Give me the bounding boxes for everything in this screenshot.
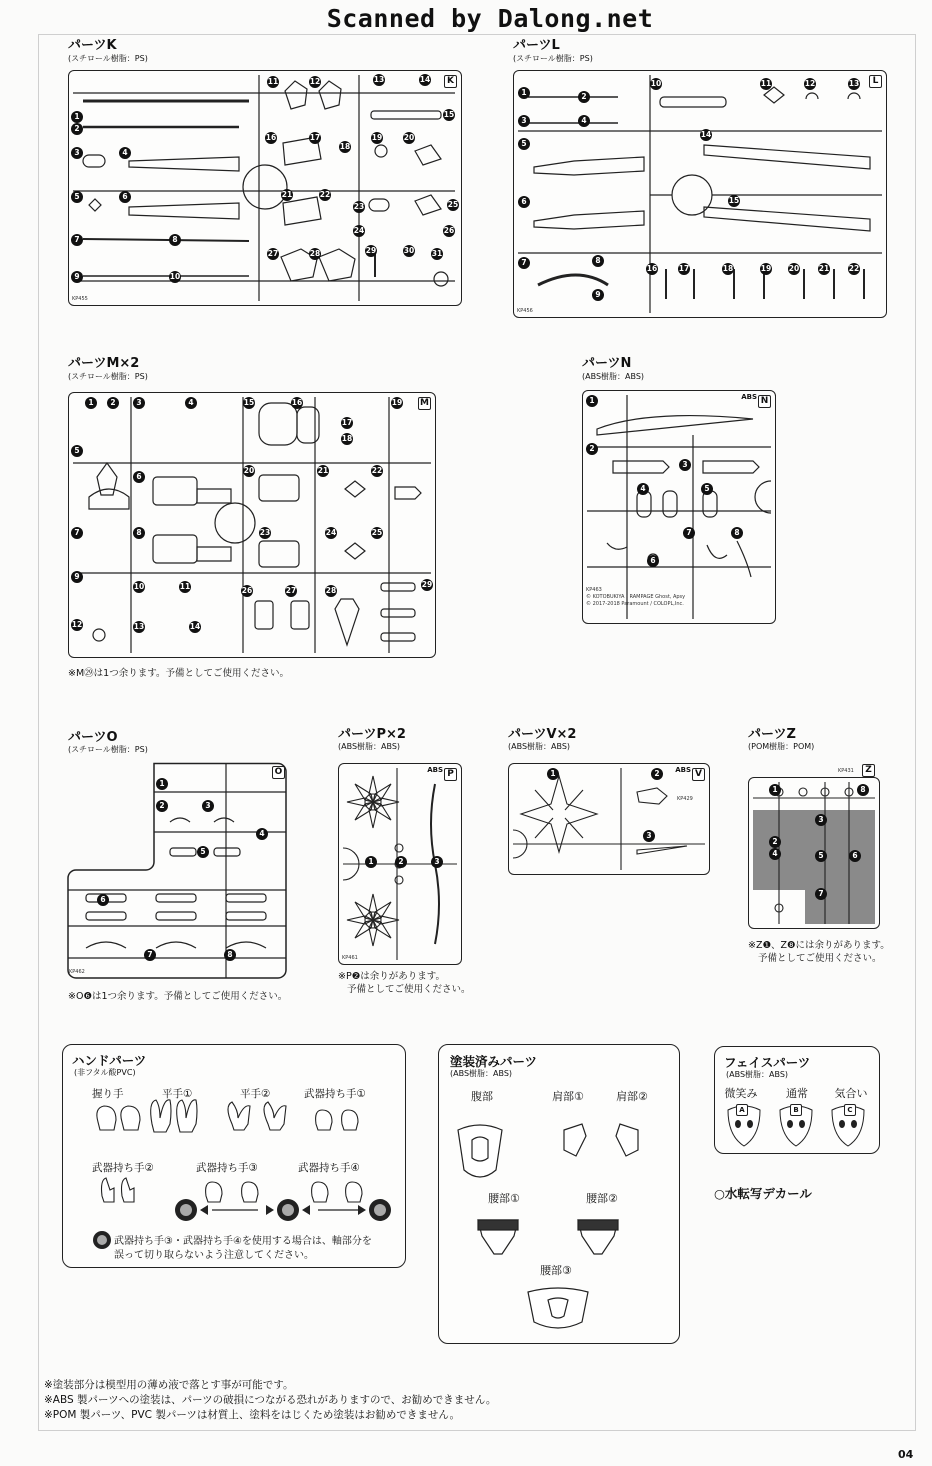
part-number: 1	[71, 111, 83, 123]
part-number: 13	[373, 75, 385, 84]
runner-k	[68, 70, 462, 306]
runner-o-title: パーツO	[68, 730, 118, 745]
part-number: 4	[185, 397, 197, 409]
part-number: 2	[651, 768, 663, 780]
part-number: 17	[678, 264, 690, 273]
part-number: 10	[169, 272, 181, 281]
footnote-3: ※POM 製パーツ、PVC 製パーツは材質上、塗料をはじくため塗装はお勧めできません。	[44, 1409, 461, 1421]
watermark: Scanned by Dalong.net	[326, 4, 654, 33]
hand-label-grip: 握り手	[92, 1088, 124, 1100]
part-number: 2	[586, 443, 598, 455]
part-number: 14	[700, 130, 712, 139]
part-number: 13	[133, 622, 145, 631]
part-number: 1	[85, 397, 97, 409]
part-number: 27	[267, 249, 279, 258]
part-number: 2	[156, 800, 168, 812]
runner-p	[338, 763, 462, 965]
runner-n-material: (ABS樹脂：ABS)	[582, 372, 645, 381]
runner-v-title: パーツV×2	[508, 727, 577, 742]
hand-label-weapon-3: 武器持ち手③	[196, 1162, 258, 1174]
part-number: 6	[518, 196, 530, 208]
runner-m-note: ※M㉙は1つ余ります。予備としてご使用ください。	[68, 668, 289, 679]
part-number: 3	[431, 856, 443, 868]
part-number: 1	[586, 395, 598, 407]
part-number: 18	[341, 434, 353, 443]
part-number: 26	[241, 586, 253, 595]
runner-n	[582, 390, 776, 624]
part-number: 5	[197, 846, 209, 858]
part-number: 22	[371, 466, 383, 475]
runner-l-sprue	[514, 71, 886, 317]
part-number: 17	[341, 418, 353, 427]
runner-m-material: (スチロール樹脂：PS)	[68, 372, 148, 381]
part-number: 11	[760, 79, 772, 88]
runner-v-material: (ABS樹脂：ABS)	[508, 742, 571, 751]
runner-v-code: KP429	[677, 796, 693, 802]
face-parts-title: フェイスパーツ	[724, 1055, 811, 1070]
runner-z-code: KP431	[838, 768, 854, 774]
part-number: 4	[256, 828, 268, 840]
runner-l-title: パーツL	[513, 38, 560, 53]
part-number: 1	[365, 856, 377, 868]
part-number: 3	[71, 147, 83, 159]
part-number: 2	[71, 123, 83, 135]
part-number: 7	[71, 234, 83, 246]
runner-p-resin: ABS	[427, 766, 443, 774]
painted-label-waist-3: 腰部③	[540, 1264, 572, 1277]
part-number: 5	[701, 483, 713, 495]
part-number: 19	[371, 133, 383, 142]
face-tag-b: B	[790, 1104, 802, 1116]
runner-n-code: KP463	[586, 587, 602, 593]
face-label-normal: 通常	[786, 1087, 808, 1100]
footnote-2: ※ABS 製パーツへの塗装は、パーツの破損につながる恐れがありますので、お勧めできません。	[44, 1394, 497, 1406]
part-number: 30	[403, 246, 415, 255]
part-number: 16	[291, 398, 303, 407]
part-number: 8	[857, 784, 869, 796]
part-number: 17	[309, 133, 321, 142]
part-number: 15	[443, 110, 455, 119]
part-number: 24	[353, 226, 365, 235]
runner-n-letter: N	[758, 395, 771, 408]
runner-p-code: KP461	[342, 955, 358, 961]
hand-parts-material: (非フタル酸PVC)	[74, 1068, 136, 1077]
part-number: 21	[818, 264, 830, 273]
part-number: 23	[353, 202, 365, 211]
runner-m-letter: M	[418, 397, 431, 410]
part-number: 9	[71, 571, 83, 583]
part-number: 28	[325, 586, 337, 595]
runner-v	[508, 763, 710, 875]
part-number: 6	[647, 555, 659, 567]
part-number: 24	[325, 528, 337, 537]
runner-p-letter: P	[444, 768, 457, 781]
painted-parts-material: (ABS樹脂：ABS)	[450, 1069, 513, 1078]
page-number: 04	[898, 1448, 914, 1461]
runner-n-copyright-2: © 2017-2018 Paramount / COLOPL,Inc.	[586, 601, 684, 607]
part-number: 21	[281, 190, 293, 199]
runner-z-note-1: ※Z❶、Z❽には余りがあります。	[748, 940, 890, 951]
part-number: 14	[189, 622, 201, 631]
runner-p-material: (ABS樹脂：ABS)	[338, 742, 401, 751]
part-number: 8	[133, 527, 145, 539]
part-number: 8	[592, 255, 604, 267]
part-number: 5	[71, 445, 83, 457]
decal-label: ○水転写デカール	[714, 1186, 812, 1201]
part-number: 3	[202, 800, 214, 812]
runner-p-note-1: ※P❷は余りがあります。	[338, 971, 445, 982]
painted-label-waist-2: 腰部②	[586, 1192, 618, 1205]
part-number: 15	[728, 196, 740, 205]
runner-n-copyright-1: © KOTOBUKIYA・RAMPAGE Ghost, Apsy	[586, 594, 686, 600]
part-number: 5	[815, 850, 827, 862]
part-number: 2	[578, 91, 590, 103]
part-number: 6	[133, 471, 145, 483]
hand-label-open-1: 平手①	[162, 1088, 193, 1100]
runner-z-letter: Z	[862, 764, 875, 777]
runner-k-code: KP455	[72, 296, 88, 302]
part-number: 29	[365, 246, 377, 255]
runner-z-material: (POM樹脂：POM)	[748, 742, 815, 751]
runner-n-resin: ABS	[741, 393, 757, 401]
runner-o	[66, 762, 288, 980]
part-number: 7	[518, 257, 530, 269]
part-number: 7	[683, 527, 695, 539]
part-number: 13	[848, 79, 860, 88]
hand-caution-2: 誤って切り取らないよう注意してください。	[114, 1250, 314, 1261]
part-number: 22	[848, 264, 860, 273]
part-number: 18	[339, 142, 351, 151]
part-number: 31	[431, 249, 443, 258]
runner-l-letter: L	[869, 75, 882, 88]
part-number: 20	[788, 264, 800, 273]
part-number: 1	[547, 768, 559, 780]
part-number: 2	[769, 836, 781, 848]
face-tag-a: A	[736, 1104, 748, 1116]
runner-n-sprue	[583, 391, 775, 623]
part-number: 3	[643, 830, 655, 842]
face-label-determined: 気合い	[834, 1087, 868, 1100]
part-number: 25	[447, 200, 459, 209]
part-number: 1	[769, 784, 781, 796]
part-number: 8	[731, 527, 743, 539]
part-number: 12	[71, 620, 83, 629]
part-number: 4	[578, 115, 590, 127]
part-number: 12	[309, 77, 321, 86]
runner-l-code: KP456	[517, 308, 533, 314]
painted-parts-title: 塗装済みパーツ	[450, 1054, 538, 1069]
face-parts-material: (ABS樹脂：ABS)	[726, 1070, 789, 1079]
runner-z-note-2: 予備としてご使用ください。	[758, 953, 882, 964]
face-label-smile: 微笑み	[724, 1087, 758, 1100]
part-number: 11	[179, 582, 191, 591]
part-number: 7	[71, 527, 83, 539]
part-number: 3	[133, 397, 145, 409]
hand-label-weapon-2: 武器持ち手②	[92, 1162, 154, 1174]
part-number: 6	[97, 894, 109, 906]
part-number: 4	[769, 848, 781, 860]
runner-k-letter: K	[444, 75, 457, 88]
part-number: 25	[371, 528, 383, 537]
part-number: 4	[637, 483, 649, 495]
runner-l	[513, 70, 887, 318]
part-number: 16	[646, 264, 658, 273]
face-parts-illustrations	[714, 1046, 878, 1152]
runner-m-sprue	[69, 393, 435, 657]
part-number: 28	[309, 249, 321, 258]
part-number: 3	[815, 814, 827, 826]
part-number: 22	[319, 190, 331, 199]
part-number: 19	[760, 264, 772, 273]
part-number: 1	[518, 87, 530, 99]
part-number: 11	[267, 77, 279, 86]
part-number: 5	[518, 138, 530, 150]
hand-label-weapon-1: 武器持ち手①	[304, 1088, 366, 1100]
part-number: 20	[243, 466, 255, 475]
part-number: 21	[317, 466, 329, 475]
runner-n-title: パーツN	[582, 356, 632, 371]
runner-o-code: KP462	[69, 969, 85, 975]
part-number: 19	[391, 398, 403, 407]
hand-label-weapon-4: 武器持ち手④	[298, 1162, 360, 1174]
painted-parts-illustrations	[438, 1044, 678, 1342]
runner-p-title: パーツP×2	[338, 727, 406, 742]
part-number: 10	[133, 582, 145, 591]
hand-label-open-2: 平手②	[240, 1088, 271, 1100]
part-number: 8	[169, 234, 181, 246]
part-number: 23	[259, 528, 271, 537]
part-number: 10	[650, 79, 662, 88]
runner-m-title: パーツM×2	[68, 356, 140, 371]
hand-parts-title: ハンドパーツ	[72, 1053, 147, 1068]
part-number: 8	[224, 949, 236, 961]
part-number: 27	[285, 586, 297, 595]
runner-o-letter: O	[272, 766, 285, 779]
painted-label-waist-1: 腰部①	[488, 1192, 520, 1205]
part-number: 14	[419, 75, 431, 84]
painted-label-shoulder-1: 肩部①	[552, 1090, 584, 1103]
runner-p-note-2: 予備としてご使用ください。	[347, 984, 471, 995]
runner-v-letter: V	[692, 768, 705, 781]
part-number: 7	[815, 888, 827, 900]
runner-o-note: ※O❻は1つ余ります。予備としてご使用ください。	[68, 991, 288, 1002]
part-number: 15	[243, 398, 255, 407]
painted-label-abdomen: 腹部	[471, 1090, 493, 1103]
part-number: 2	[107, 397, 119, 409]
runner-o-material: (スチロール樹脂：PS)	[68, 745, 148, 754]
runner-m	[68, 392, 436, 658]
part-number: 3	[518, 115, 530, 127]
part-number: 18	[722, 264, 734, 273]
painted-label-shoulder-2: 肩部②	[616, 1090, 648, 1103]
hand-caution-1: 武器持ち手③・武器持ち手④を使用する場合は、軸部分を	[114, 1236, 372, 1247]
part-number: 20	[403, 133, 415, 142]
runner-l-material: (スチロール樹脂：PS)	[513, 54, 593, 63]
part-number: 6	[119, 191, 131, 203]
part-number: 9	[592, 289, 604, 301]
runner-k-material: (スチロール樹脂：PS)	[68, 54, 148, 63]
runner-v-resin: ABS	[675, 766, 691, 774]
runner-v-sprue	[509, 764, 709, 874]
part-number: 29	[421, 580, 433, 589]
part-number: 26	[443, 226, 455, 235]
footnote-1: ※塗装部分は模型用の薄め液で落とす事が可能です。	[44, 1379, 294, 1391]
runner-k-sprue	[69, 71, 461, 305]
part-number: 5	[71, 191, 83, 203]
part-number: 3	[679, 459, 691, 471]
runner-z-title: パーツZ	[748, 727, 796, 742]
part-number: 16	[265, 133, 277, 142]
runner-k-title: パーツK	[68, 38, 117, 53]
face-tag-c: C	[844, 1104, 856, 1116]
part-number: 12	[804, 79, 816, 88]
part-number: 6	[849, 850, 861, 862]
part-number: 1	[156, 778, 168, 790]
part-number: 4	[119, 147, 131, 159]
part-number: 2	[395, 856, 407, 868]
part-number: 9	[71, 271, 83, 283]
part-number: 7	[144, 949, 156, 961]
